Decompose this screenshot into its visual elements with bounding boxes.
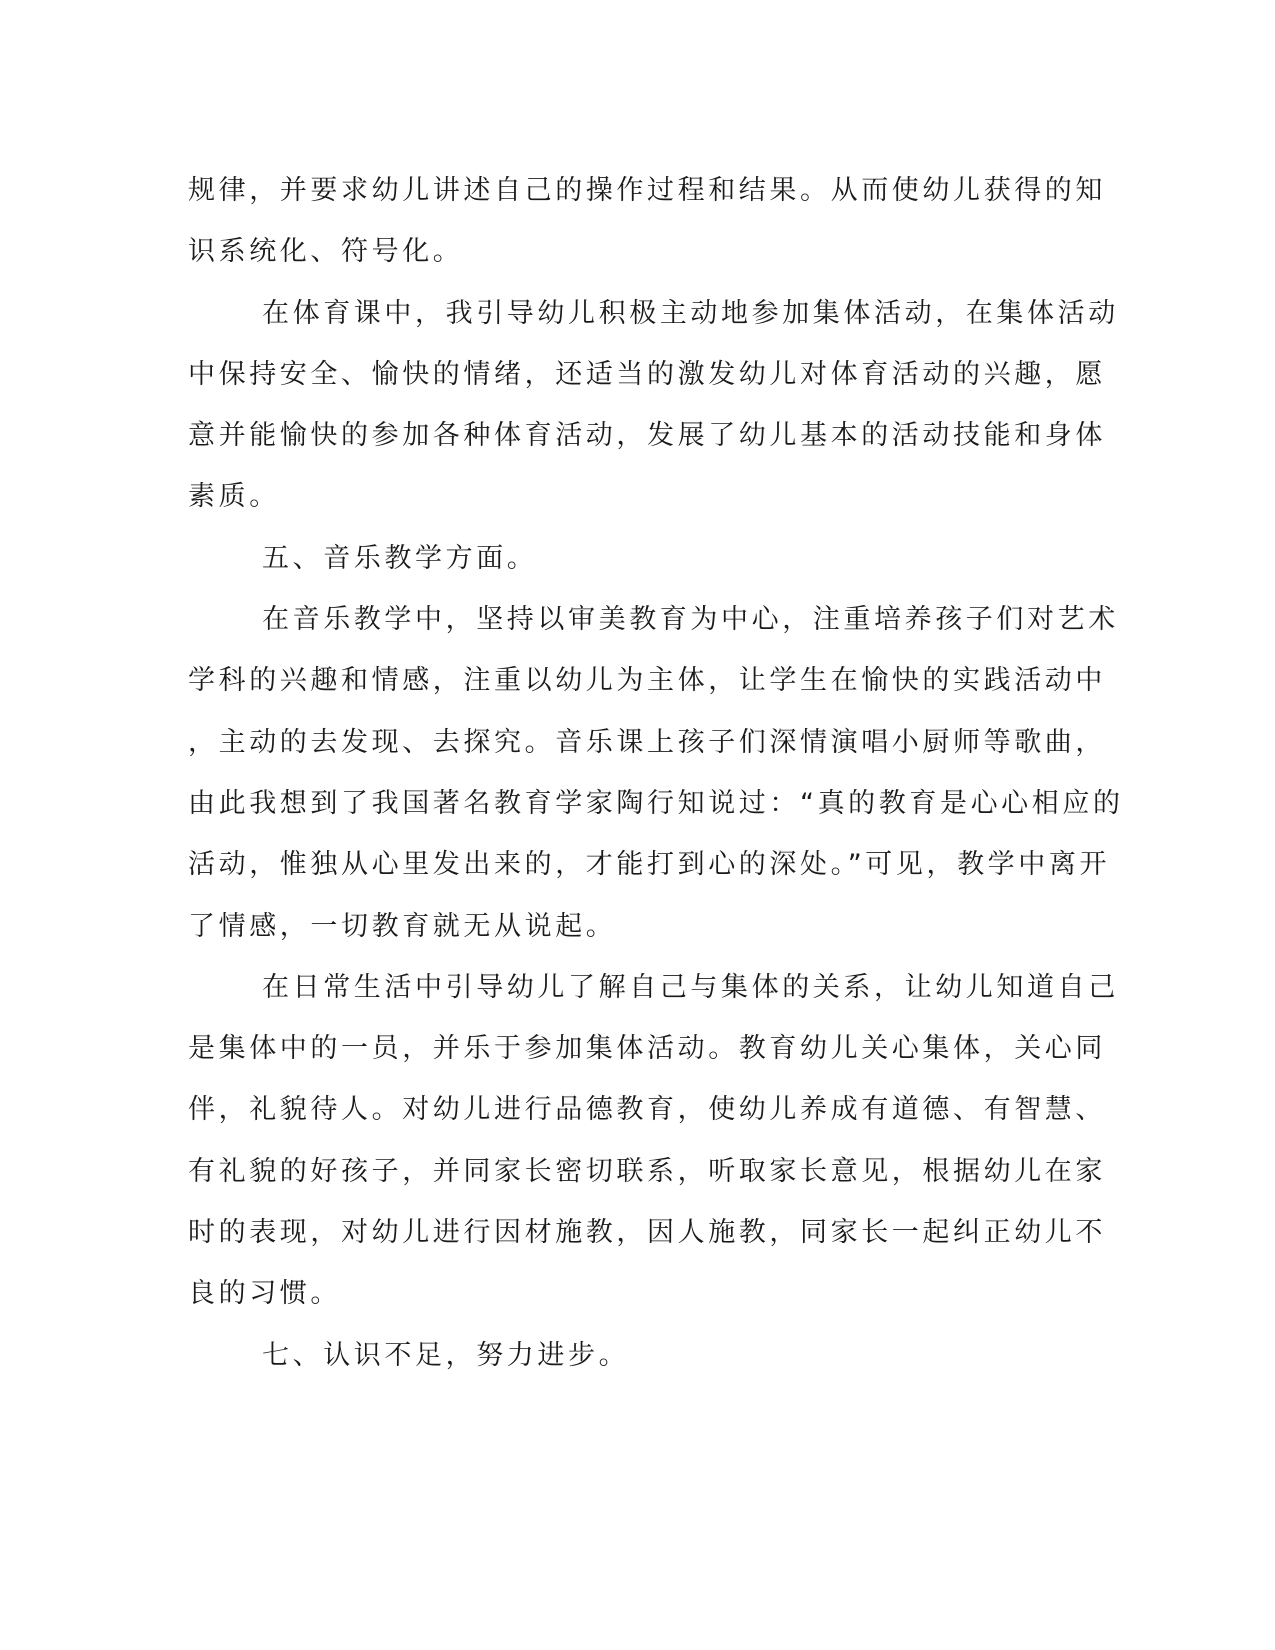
paragraph-music-body <box>188 589 1124 957</box>
paragraph-daily-life <box>188 957 1119 1325</box>
text-line: 在日常生活中引导幼儿了解自己与集体的关系，让幼儿知道自己 <box>262 971 1119 1003</box>
heading-line: 七、认识不足，努力进步。 <box>262 1339 630 1371</box>
text-line: 素质。 <box>188 481 280 513</box>
text-line: 规律，并要求幼儿讲述自己的操作过程和结果。从而使幼儿获得的知 <box>188 175 1106 206</box>
section-heading-music <box>188 528 1083 589</box>
text-line: 学科的兴趣和情感，注重以幼儿为主体，让学生在愉快的实践活动中 <box>188 665 1106 697</box>
text-line: 识系统化、符号化。 <box>188 236 464 268</box>
paragraph-pe-class <box>188 283 1119 528</box>
text-line: 意并能愉快的参加各种体育活动，发展了幼儿基本的活动技能和身体 <box>188 420 1106 452</box>
document-body <box>188 160 1124 1386</box>
paragraph-continuation <box>188 160 1106 283</box>
section-heading-shortcomings <box>188 1325 1083 1386</box>
text-line: 了情感，一切教育就无从说起。 <box>188 910 617 942</box>
text-line: 由此我想到了我国著名教育学家陶行知说过：“真的教育是心心相应的 <box>188 787 1124 819</box>
text-line: 在音乐教学中，坚持以审美教育为中心，注重培养孩子们对艺术 <box>262 604 1119 636</box>
text-line: 良的习惯。 <box>188 1278 341 1310</box>
text-line: 有礼貌的好孩子，并同家长密切联系，听取家长意见，根据幼儿在家 <box>188 1155 1106 1187</box>
text-line: 中保持安全、愉快的情绪，还适当的激发幼儿对体育活动的兴趣，愿 <box>188 358 1106 390</box>
heading-line: 五、音乐教学方面。 <box>262 542 538 574</box>
text-line: ，主动的去发现、去探究。音乐课上孩子们深情演唱小厨师等歌曲， <box>188 726 1106 758</box>
text-line: 伴，礼貌待人。对幼儿进行品德教育，使幼儿养成有道德、有智慧、 <box>188 1094 1106 1126</box>
text-line: 是集体中的一员，并乐于参加集体活动。教育幼儿关心集体，关心同 <box>188 1033 1106 1065</box>
text-line: 在体育课中，我引导幼儿积极主动地参加集体活动，在集体活动 <box>262 297 1119 329</box>
text-line: 时的表现，对幼儿进行因材施教，因人施教，同家长一起纠正幼儿不 <box>188 1217 1106 1249</box>
text-line: 活动，惟独从心里发出来的，才能打到心的深处。”可见，教学中离开 <box>188 849 1111 881</box>
